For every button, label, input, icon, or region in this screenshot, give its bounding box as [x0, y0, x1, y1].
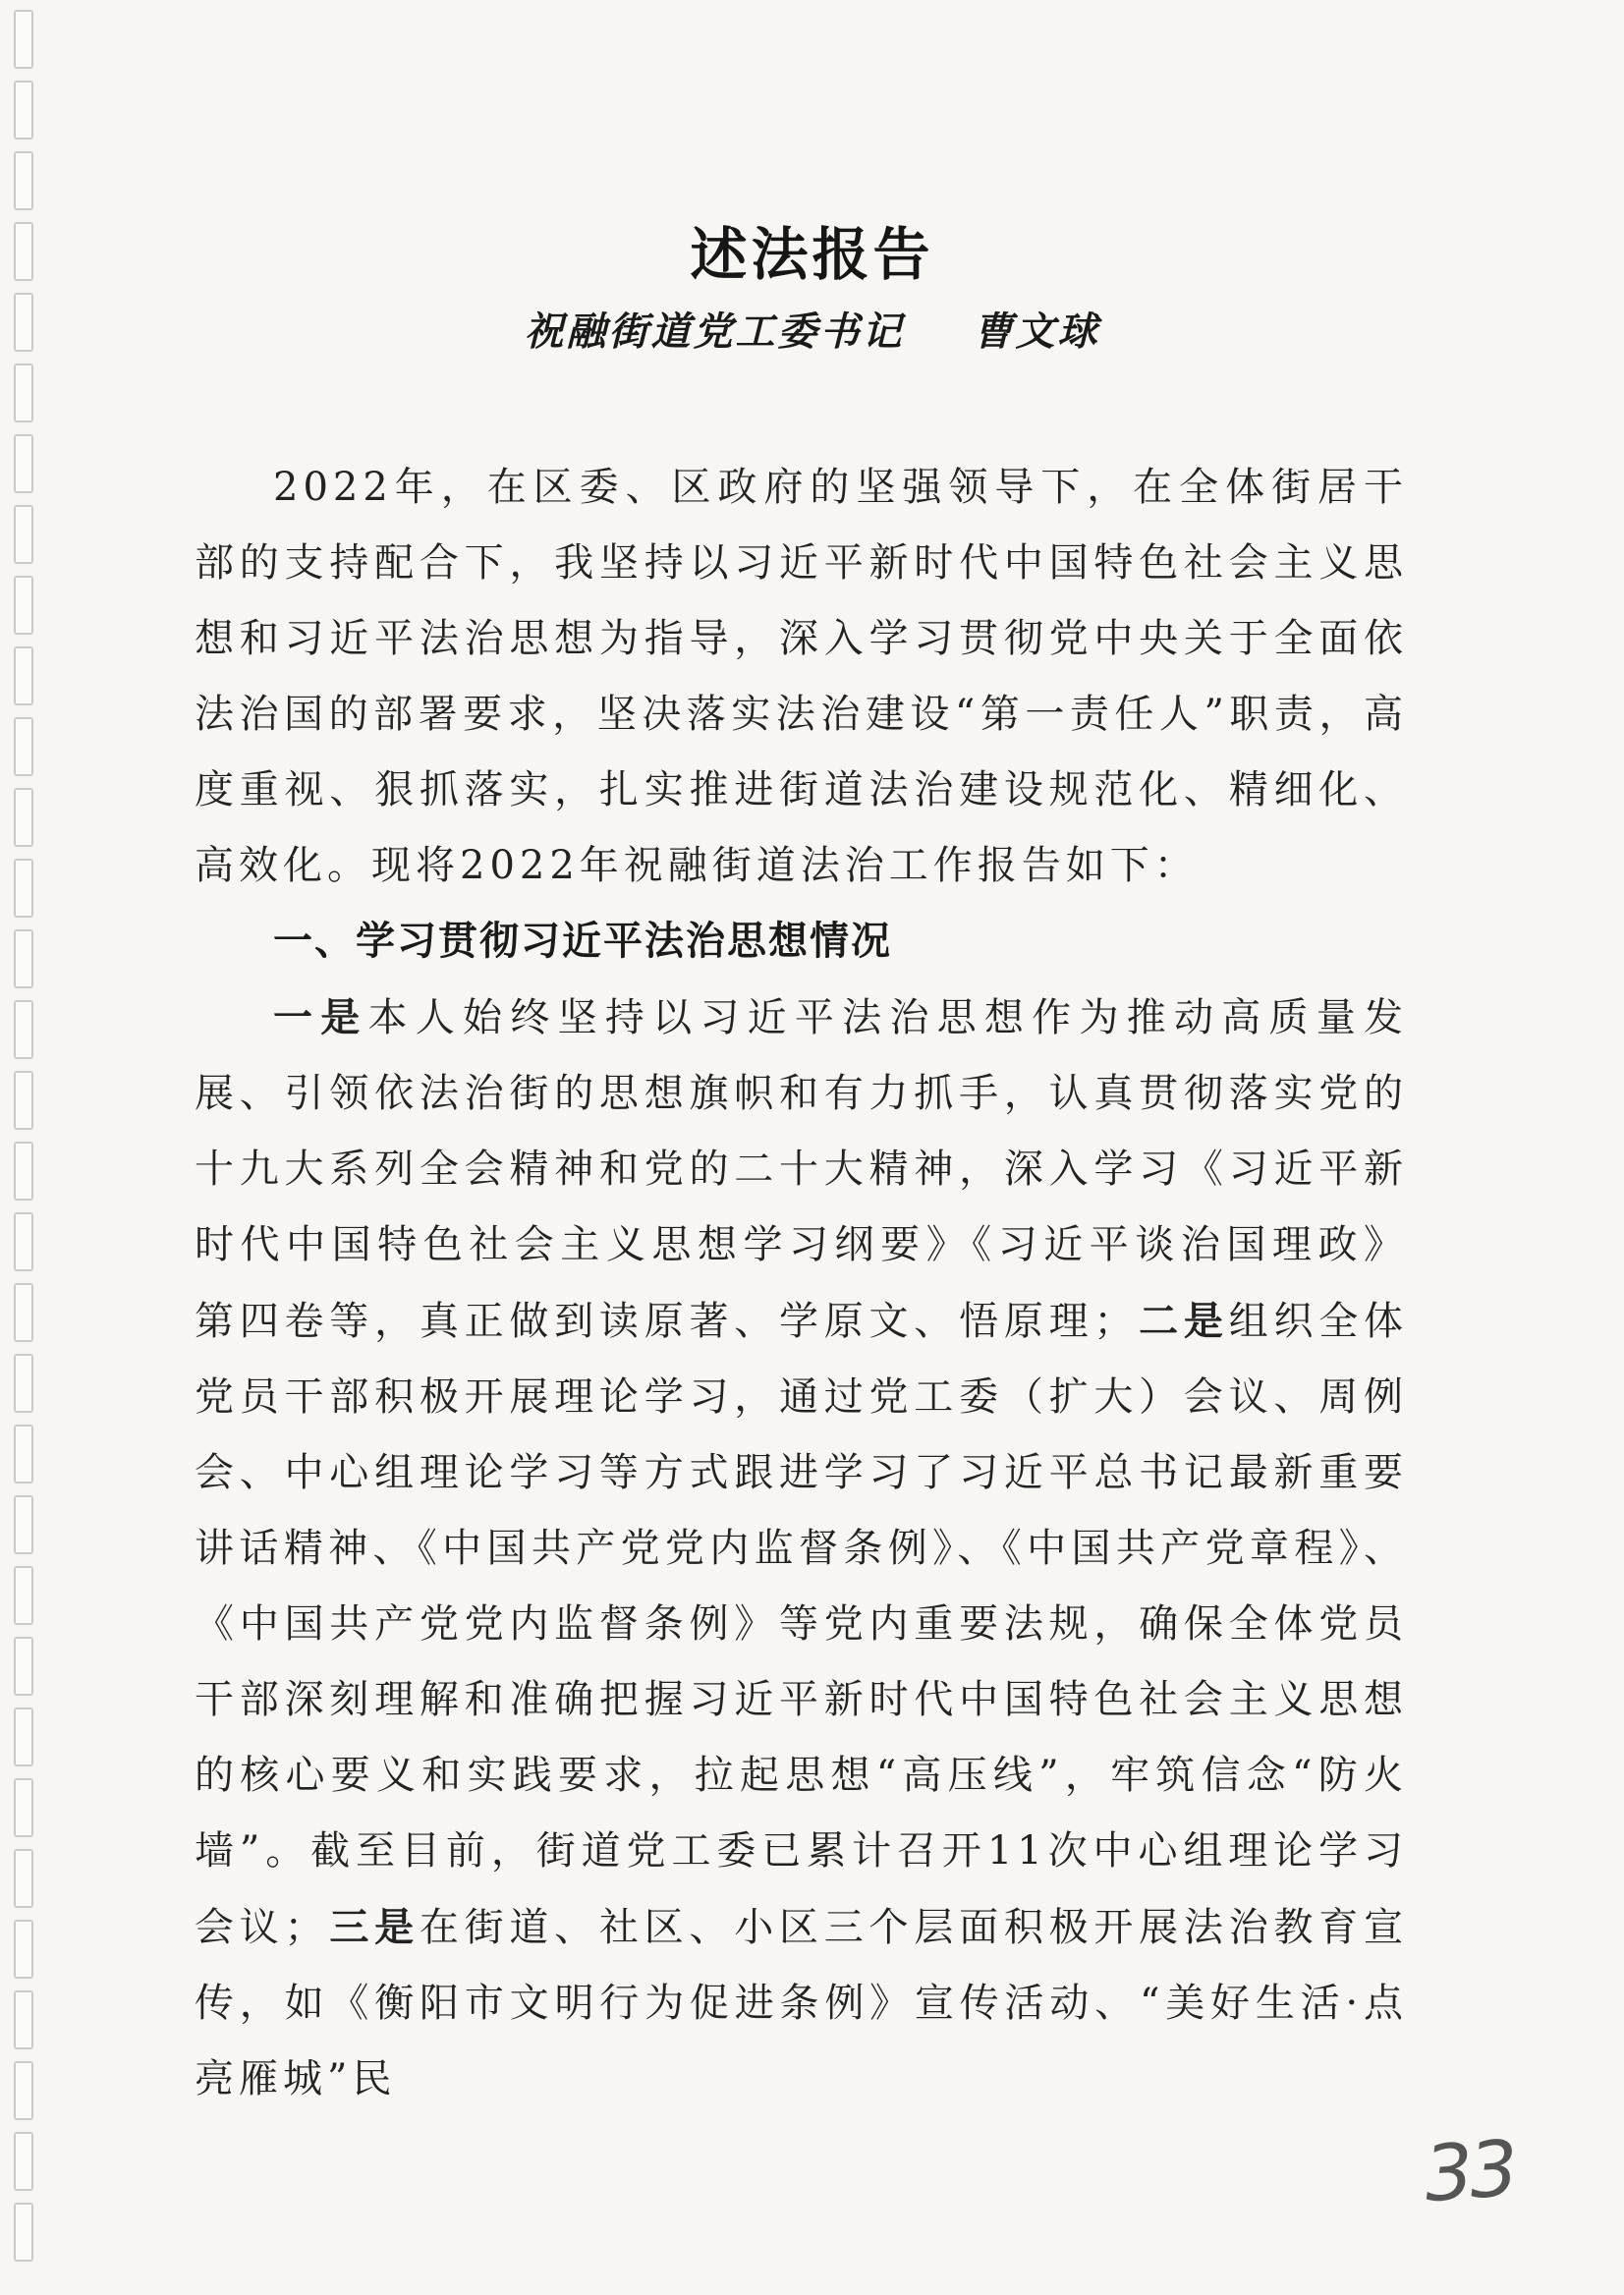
point-2-text: 组织全体党员干部积极开展理论学习，通过党工委（扩大）会议、周例会、中心组理论学习等方式跟进学习了习近平总书记最新重要讲话精神、《中国共产党党内监督条例》、《中国共产党章程》、《中国共产党党内监督条例》等党内重要法规，确保全体党员干部深刻理解和准确把握习近平新时代中国特色社会主义思想的核心要义和实践要求，拉起思想“高压线”，牢筑信念“防火墙”。截至目前，街道党工委已累计召开11次中心组理论学习会议；	[195, 1299, 1409, 1950]
section-paragraph	[195, 980, 1408, 2117]
binding-hole	[14, 1071, 33, 1130]
binding-hole	[14, 1990, 33, 2049]
binding-hole	[14, 1495, 33, 1554]
binding-hole	[14, 434, 33, 493]
binding-hole	[14, 2203, 33, 2262]
author-name: 曹文球	[973, 308, 1100, 355]
section-heading: 一、学习贯彻习近平法治思想情况	[273, 919, 892, 964]
binding-hole	[14, 151, 33, 210]
binding-hole	[14, 2061, 33, 2120]
document-title: 述法报告	[690, 221, 934, 288]
binding-hole	[14, 10, 33, 69]
binding-hole	[14, 929, 33, 988]
lead-point-1: 一是	[273, 994, 368, 1040]
binding-hole	[14, 81, 33, 140]
point-3-text: 在街道、社区、小区三个层面积极开展法治教育宣传，如《衡阳市文明行为促进条例》宣传活动、“美好生活·点亮雁城”民	[195, 1905, 1409, 2101]
binding-hole	[14, 788, 33, 847]
lead-point-2: 二是	[1138, 1298, 1229, 1344]
binding-hole	[14, 1566, 33, 1625]
binding-hole	[14, 1849, 33, 1908]
intro-paragraph: 2022年，在区委、区政府的坚强领导下，在全体街居干部的支持配合下，我坚持以习近平新时代中国特色社会主义思想和习近平法治思想为指导，深入学习贯彻党中央关于全面依法治国的部署要求，坚决落实法治建设“第一责任人”职责，高度重视、狠抓落实，扎实推进街道法治建设规范化、精细化、高效化。现将2022年祝融街道法治工作报告如下：	[195, 465, 1408, 888]
handwritten-page-number: 33	[1421, 2124, 1518, 2220]
binding-hole	[14, 717, 33, 776]
binding-hole	[14, 1000, 33, 1059]
binding-hole	[14, 1637, 33, 1696]
binding-hole	[14, 576, 33, 635]
binding-hole	[14, 859, 33, 918]
binding-hole	[14, 1778, 33, 1837]
binding-hole	[14, 1212, 33, 1271]
binding-hole	[14, 1425, 33, 1483]
lead-point-3: 三是	[328, 1904, 420, 1950]
binding-hole	[14, 505, 33, 564]
point-1-text: 本人始终坚持以习近平法治思想作为推动高质量发展、引领依法治街的思想旗帜和有力抓手，认真贯彻落实党的十九大系列全会精神和党的二十大精神，深入学习《习近平新时代中国特色社会主义思想学习纲要》《习近平谈治国理政》第四卷等，真正做到读原著、学原文、悟原理；	[195, 995, 1409, 1344]
document-body	[195, 450, 1408, 2117]
binding-hole	[14, 646, 33, 705]
binding-hole	[14, 1354, 33, 1413]
binding-hole	[14, 1707, 33, 1766]
binding-hole	[14, 364, 33, 422]
binding-hole	[14, 1283, 33, 1342]
author-role: 祝融街道党工委书记	[524, 308, 905, 355]
binding-hole	[14, 1142, 33, 1201]
binding-hole	[14, 1920, 33, 1979]
binding-hole	[14, 2132, 33, 2191]
author-line	[0, 301, 1624, 357]
